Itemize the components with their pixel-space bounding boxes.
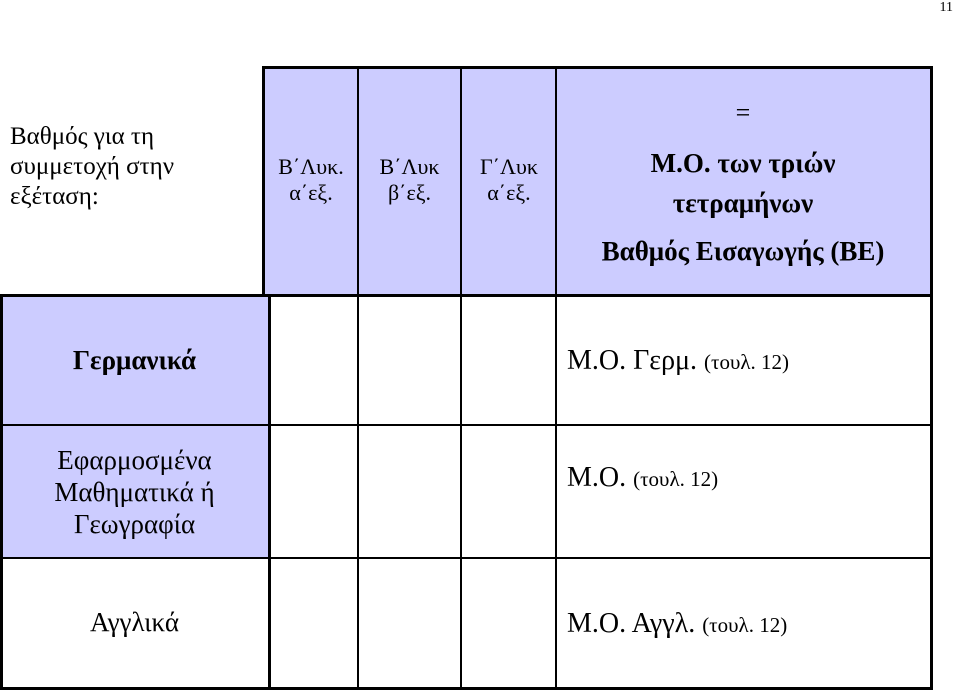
row-label-english: Αγγλικά <box>89 607 180 637</box>
grid-line <box>460 66 462 690</box>
grid-line <box>262 66 265 296</box>
grid-line <box>268 294 271 690</box>
mo-german: Μ.Ο. Γερμ. (τουλ. 12) <box>567 345 790 376</box>
grid-line <box>0 424 933 426</box>
grid-line <box>930 66 933 690</box>
grid-line <box>0 294 3 690</box>
grid-line <box>262 66 933 69</box>
intro-text: Βαθμός για τη συμμετοχή στην εξέταση: <box>10 123 175 210</box>
grid-line <box>0 557 933 559</box>
header-col-2: Β΄Λυκ β΄εξ. <box>379 154 440 205</box>
page-number: 11 <box>939 0 953 15</box>
grid-line <box>555 66 557 690</box>
header-col-1: Β΄Λυκ. α΄εξ. <box>278 154 344 205</box>
mo-english: Μ.Ο. Αγγλ. (τουλ. 12) <box>567 608 788 639</box>
row-label-german: Γερμανικά <box>72 345 197 375</box>
formula-header: = Μ.Ο. των τριών τετραμήνων Βαθμός Εισαγωγής (ΒΕ) <box>601 98 885 266</box>
grid-line <box>0 294 933 297</box>
header-col-3: Γ΄Λυκ α΄εξ. <box>480 154 538 205</box>
row-label-math-geo: Εφαρμοσμένα Μαθηματικά ή Γεωγραφία <box>54 445 215 539</box>
mo-math-geo: Μ.Ο. (τουλ. 12) <box>567 462 719 493</box>
grid-line <box>357 66 359 690</box>
